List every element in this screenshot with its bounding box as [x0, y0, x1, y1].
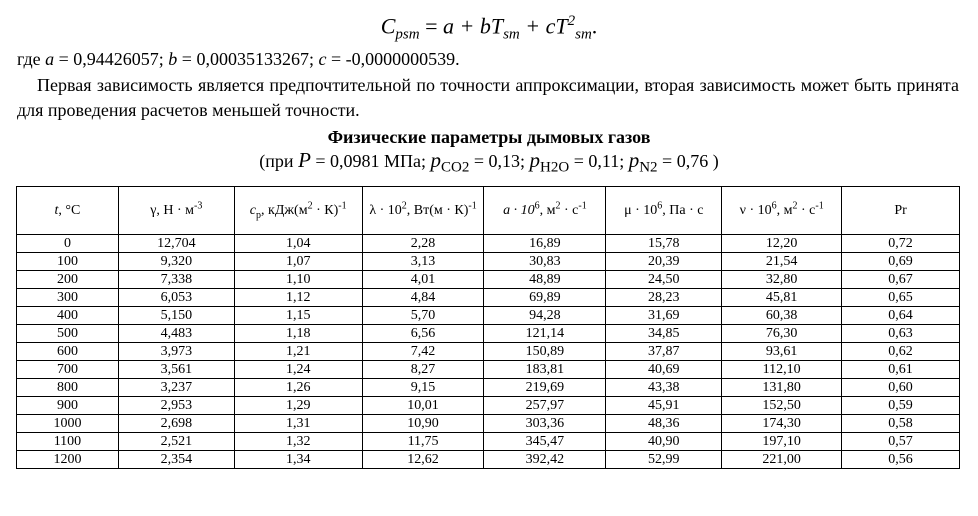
param-a-name: a: [45, 49, 55, 69]
cell-lambda: 10,01: [362, 397, 484, 415]
formula-rhs-c: + cT: [519, 13, 568, 39]
cell-mu: 15,78: [606, 235, 722, 253]
cell-nu: 32,80: [722, 271, 842, 289]
header-a-sup3: -1: [578, 200, 587, 212]
cell-nu: 152,50: [722, 397, 842, 415]
header-gamma: [118, 187, 234, 235]
cell-gamma: 9,320: [118, 253, 234, 271]
cell-a: 183,81: [484, 361, 606, 379]
cell-mu: 48,36: [606, 415, 722, 433]
cell-a: 30,83: [484, 253, 606, 271]
header-cp-symbol: c: [249, 203, 257, 218]
cell-nu: 197,10: [722, 433, 842, 451]
cell-t: 300: [17, 289, 119, 307]
cell-gamma: 3,561: [118, 361, 234, 379]
cell-cp: 1,32: [234, 433, 362, 451]
cell-pr: 0,59: [842, 397, 960, 415]
cell-t: 100: [17, 253, 119, 271]
header-nu-text: ν · 10: [739, 203, 772, 218]
cell-pr: 0,69: [842, 253, 960, 271]
header-mu-sup: 6: [657, 200, 663, 212]
cell-pr: 0,63: [842, 325, 960, 343]
cell-cp: 1,31: [234, 415, 362, 433]
cell-cp: 1,12: [234, 289, 362, 307]
formula-rhs-sub2: sm: [575, 26, 592, 43]
subtitle-p2-sub: H2O: [540, 159, 570, 176]
cell-nu: 76,30: [722, 325, 842, 343]
table-row: [17, 361, 960, 379]
cell-a: 392,42: [484, 451, 606, 469]
cell-mu: 24,50: [606, 271, 722, 289]
coefficients-line: [17, 48, 460, 70]
param-b-value: = 0,00035133267;: [177, 49, 319, 69]
cell-lambda: 4,01: [362, 271, 484, 289]
header-nu-sup2: 2: [792, 200, 798, 212]
cell-nu: 174,30: [722, 415, 842, 433]
cell-mu: 52,99: [606, 451, 722, 469]
formula-end: .: [591, 13, 598, 39]
cell-mu: 40,69: [606, 361, 722, 379]
header-nu: [722, 187, 842, 235]
table-row: [17, 343, 960, 361]
param-b-name: b: [168, 49, 178, 69]
table-subtitle: [0, 148, 978, 180]
table-row: [17, 307, 960, 325]
table-row: [17, 433, 960, 451]
formula-rhs-sup: 2: [567, 13, 576, 29]
cell-lambda: 4,84: [362, 289, 484, 307]
cell-a: 219,69: [484, 379, 606, 397]
table-row: [17, 235, 960, 253]
cell-a: 69,89: [484, 289, 606, 307]
header-nu-sup3: -1: [815, 200, 824, 212]
cell-t: 700: [17, 361, 119, 379]
cell-t: 600: [17, 343, 119, 361]
subtitle-p1: p: [430, 148, 442, 172]
cell-nu: 221,00: [722, 451, 842, 469]
subtitle-p-val: = 0,0981 МПа;: [310, 151, 431, 171]
formula-lhs: C: [380, 13, 396, 39]
cell-cp: 1,10: [234, 271, 362, 289]
cell-cp: 1,34: [234, 451, 362, 469]
header-mu-text: μ · 10: [624, 203, 658, 218]
header-a-unit2: · с: [560, 203, 579, 218]
header-a: [484, 187, 606, 235]
cell-t: 1100: [17, 433, 119, 451]
cell-a: 257,97: [484, 397, 606, 415]
cell-mu: 34,85: [606, 325, 722, 343]
table-title: Физические параметры дымовых газов: [327, 127, 651, 147]
cell-gamma: 6,053: [118, 289, 234, 307]
cell-nu: 21,54: [722, 253, 842, 271]
header-lambda-text: λ · 10: [369, 203, 402, 218]
cell-mu: 40,90: [606, 433, 722, 451]
header-nu-unit2: · с: [797, 203, 816, 218]
header-lambda-unit: , Вт(м · К): [406, 203, 469, 218]
params-prefix: где: [17, 49, 46, 69]
cell-a: 94,28: [484, 307, 606, 325]
table-row: [17, 379, 960, 397]
cell-pr: 0,57: [842, 433, 960, 451]
header-nu-unit: , м: [776, 203, 793, 218]
header-lambda: [362, 187, 484, 235]
subtitle-p3-sub: N2: [639, 159, 658, 176]
header-nu-sup: 6: [771, 200, 777, 212]
cell-t: 1000: [17, 415, 119, 433]
cell-pr: 0,64: [842, 307, 960, 325]
cell-t: 200: [17, 271, 119, 289]
cell-gamma: 2,953: [118, 397, 234, 415]
table-header-row: [17, 187, 960, 235]
header-cp-unit2: · К): [312, 203, 339, 218]
cell-a: 48,89: [484, 271, 606, 289]
cell-lambda: 9,15: [362, 379, 484, 397]
cell-t: 0: [17, 235, 119, 253]
header-mu-unit: , Па · с: [662, 203, 704, 218]
cell-lambda: 7,42: [362, 343, 484, 361]
header-gamma-sup: -3: [194, 200, 203, 212]
cell-nu: 12,20: [722, 235, 842, 253]
table-row: [17, 415, 960, 433]
cell-cp: 1,18: [234, 325, 362, 343]
cell-cp: 1,07: [234, 253, 362, 271]
cell-lambda: 5,70: [362, 307, 484, 325]
header-lambda-sup: 2: [401, 200, 407, 212]
cell-pr: 0,61: [842, 361, 960, 379]
header-cp: [234, 187, 362, 235]
cell-lambda: 3,13: [362, 253, 484, 271]
cell-nu: 60,38: [722, 307, 842, 325]
cell-mu: 43,38: [606, 379, 722, 397]
cell-cp: 1,15: [234, 307, 362, 325]
formula: $C_{psm} = a + bT_{sm} + cT^2_{sm}$.: [380, 13, 598, 43]
header-cp-sup1: 2: [307, 200, 313, 212]
subtitle-p1-sub: CO2: [441, 159, 470, 176]
cell-cp: 1,26: [234, 379, 362, 397]
table-row: [17, 325, 960, 343]
formula-rhs-sub1: sm: [503, 26, 520, 43]
header-cp-sub: p: [256, 209, 262, 221]
header-gamma-text: γ, Н · м: [150, 203, 195, 218]
header-mu: [606, 187, 722, 235]
header-t-unit: , °C: [58, 203, 81, 218]
cell-mu: 37,87: [606, 343, 722, 361]
cell-a: 150,89: [484, 343, 606, 361]
subtitle-p3-val: = 0,76 ): [657, 151, 719, 171]
param-c-name: c: [318, 49, 327, 69]
cell-gamma: 2,698: [118, 415, 234, 433]
cell-gamma: 7,338: [118, 271, 234, 289]
cell-lambda: 2,28: [362, 235, 484, 253]
cell-lambda: 8,27: [362, 361, 484, 379]
cell-a: 121,14: [484, 325, 606, 343]
cell-cp: 1,24: [234, 361, 362, 379]
body-paragraph: Первая зависимость является предпочтительной по точности аппроксимации, вторая зависимость может быть принята для проведения расчетов меньшей точности.: [17, 75, 959, 120]
cell-cp: 1,21: [234, 343, 362, 361]
subtitle-p1-val: = 0,13;: [469, 151, 530, 171]
header-a-sup2: 2: [555, 200, 561, 212]
subtitle-p2: p: [529, 148, 541, 172]
param-a-value: = 0,94426057;: [54, 49, 169, 69]
table-row: [17, 253, 960, 271]
cell-pr: 0,60: [842, 379, 960, 397]
cell-lambda: 11,75: [362, 433, 484, 451]
param-c-value: = -0,0000000539.: [326, 49, 460, 69]
cell-gamma: 4,483: [118, 325, 234, 343]
header-a-text: a · 10: [503, 203, 535, 218]
subtitle-open: (при: [259, 151, 299, 171]
cell-t: 900: [17, 397, 119, 415]
cell-nu: 93,61: [722, 343, 842, 361]
gas-properties-table: [16, 186, 960, 469]
cell-mu: 45,91: [606, 397, 722, 415]
cell-t: 800: [17, 379, 119, 397]
formula-lhs-sub: psm: [395, 26, 420, 43]
cell-gamma: 2,521: [118, 433, 234, 451]
cell-pr: 0,65: [842, 289, 960, 307]
header-a-sup: 6: [534, 200, 540, 212]
cell-nu: 131,80: [722, 379, 842, 397]
cell-pr: 0,58: [842, 415, 960, 433]
cell-lambda: 10,90: [362, 415, 484, 433]
formula-rhs-a: a + bT: [442, 13, 504, 39]
subtitle-p2-val: = 0,11;: [569, 151, 629, 171]
table-row: [17, 397, 960, 415]
header-lambda-sup2: -1: [468, 200, 477, 212]
subtitle-p: P: [298, 148, 311, 172]
cell-t: 1200: [17, 451, 119, 469]
header-temperature: [17, 187, 119, 235]
header-pr: Pr: [842, 187, 960, 235]
cell-pr: 0,62: [842, 343, 960, 361]
cell-gamma: 3,973: [118, 343, 234, 361]
header-a-unit: , м: [539, 203, 556, 218]
table-row: [17, 271, 960, 289]
cell-cp: 1,29: [234, 397, 362, 415]
cell-mu: 28,23: [606, 289, 722, 307]
header-t-symbol: t: [54, 203, 59, 218]
header-cp-unit: , кДж(м: [261, 203, 308, 218]
cell-gamma: 3,237: [118, 379, 234, 397]
cell-a: 303,36: [484, 415, 606, 433]
cell-a: 16,89: [484, 235, 606, 253]
cell-cp: 1,04: [234, 235, 362, 253]
subtitle-p3: p: [628, 148, 640, 172]
cell-mu: 20,39: [606, 253, 722, 271]
cell-mu: 31,69: [606, 307, 722, 325]
cell-pr: 0,67: [842, 271, 960, 289]
cell-lambda: 6,56: [362, 325, 484, 343]
cell-nu: 112,10: [722, 361, 842, 379]
cell-pr: 0,56: [842, 451, 960, 469]
cell-pr: 0,72: [842, 235, 960, 253]
cell-a: 345,47: [484, 433, 606, 451]
table-row: [17, 289, 960, 307]
table-row: [17, 451, 960, 469]
cell-t: 400: [17, 307, 119, 325]
cell-gamma: 2,354: [118, 451, 234, 469]
cell-nu: 45,81: [722, 289, 842, 307]
cell-lambda: 12,62: [362, 451, 484, 469]
header-cp-sup2: -1: [338, 200, 347, 212]
cell-t: 500: [17, 325, 119, 343]
cell-gamma: 12,704: [118, 235, 234, 253]
cell-gamma: 5,150: [118, 307, 234, 325]
